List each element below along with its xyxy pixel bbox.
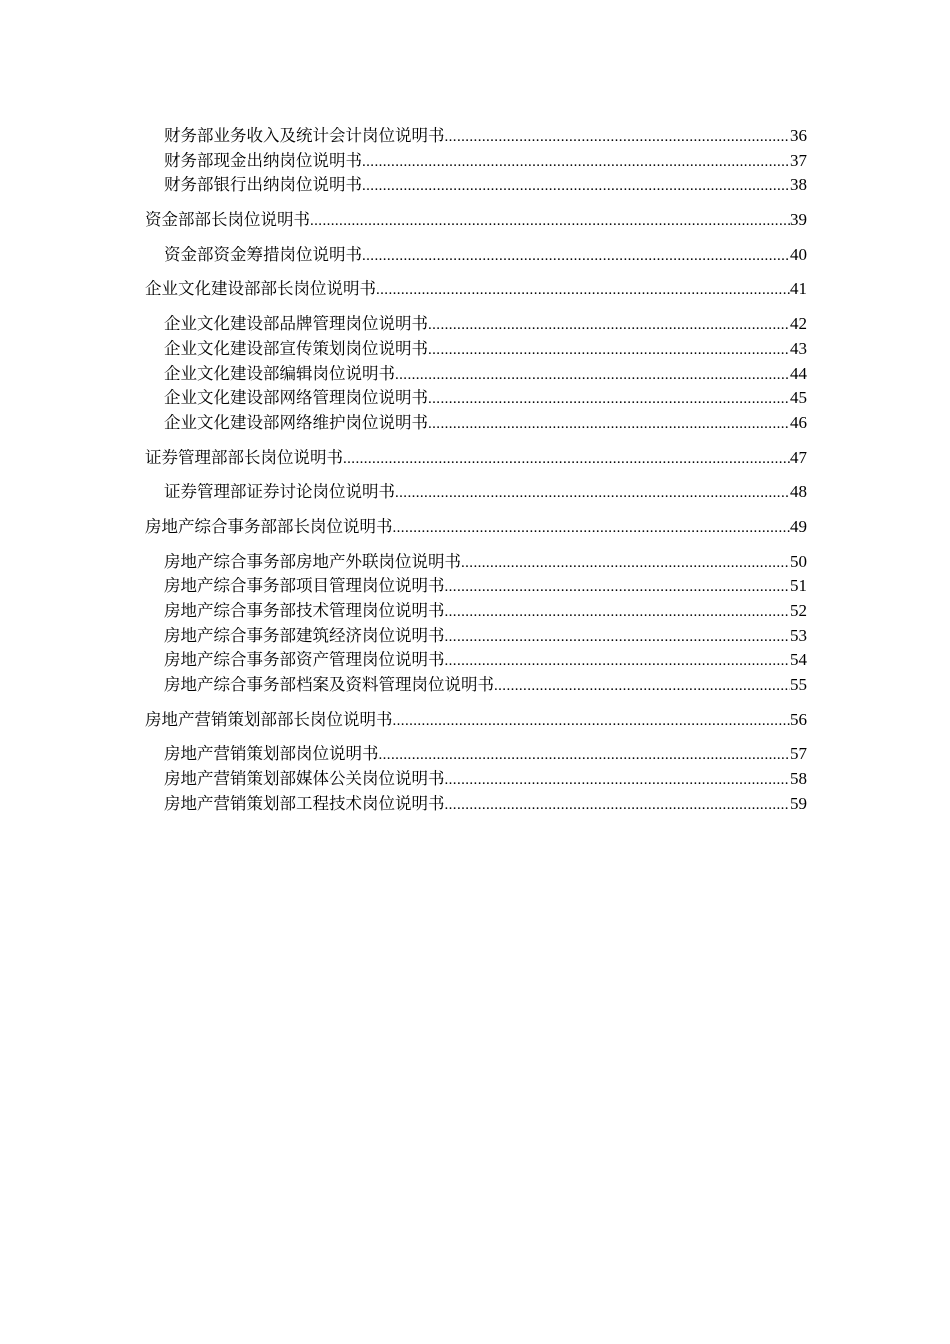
toc-entry[interactable] xyxy=(145,312,807,337)
toc-entry-title: 房地产营销策划部岗位说明书 xyxy=(164,744,379,764)
toc-entry-page-number: 45 xyxy=(790,388,807,408)
toc-entry[interactable] xyxy=(145,673,807,698)
toc-dot-leader xyxy=(445,600,791,625)
toc-entry-page-number: 37 xyxy=(790,150,807,170)
toc-entry-page-number: 47 xyxy=(790,447,807,467)
toc-entry[interactable] xyxy=(145,386,807,411)
toc-dot-leader xyxy=(362,150,790,175)
toc-dot-leader xyxy=(428,313,790,338)
toc-entry[interactable] xyxy=(145,149,807,174)
toc-dot-leader xyxy=(395,363,790,388)
toc-entry-page-number: 50 xyxy=(790,551,807,571)
toc-entry[interactable] xyxy=(145,337,807,362)
toc-entry-title: 企业文化建设部宣传策划岗位说明书 xyxy=(164,338,428,358)
toc-entry[interactable] xyxy=(145,648,807,673)
toc-entry[interactable] xyxy=(145,480,807,505)
toc-entry-title: 房地产综合事务部建筑经济岗位说明书 xyxy=(164,625,445,645)
toc-entry[interactable] xyxy=(145,124,807,149)
toc-entry-title: 房地产综合事务部资产管理岗位说明书 xyxy=(164,650,445,670)
toc-entry-page-number: 57 xyxy=(790,744,807,764)
toc-dot-leader xyxy=(428,387,790,412)
toc-entry-page-number: 42 xyxy=(790,314,807,334)
toc-entry[interactable] xyxy=(145,277,807,302)
toc-dot-leader xyxy=(445,768,791,793)
toc-entry-title: 房地产营销策划部部长岗位说明书 xyxy=(145,709,393,729)
toc-entry[interactable] xyxy=(145,173,807,198)
toc-entry-page-number: 36 xyxy=(790,126,807,145)
toc-dot-leader xyxy=(445,625,791,650)
toc-dot-leader xyxy=(494,674,790,699)
toc-entry[interactable] xyxy=(145,550,807,575)
toc-dot-leader xyxy=(445,793,791,818)
toc-dot-leader xyxy=(362,244,790,269)
toc-entry-title: 房地产综合事务部项目管理岗位说明书 xyxy=(164,576,445,596)
toc-entry-title: 企业文化建设部编辑岗位说明书 xyxy=(164,363,395,383)
toc-entry-title: 房地产综合事务部技术管理岗位说明书 xyxy=(164,601,445,620)
toc-entry-page-number: 49 xyxy=(790,516,807,536)
toc-entry-title: 企业文化建设部网络管理岗位说明书 xyxy=(164,388,428,408)
toc-entry[interactable] xyxy=(145,574,807,599)
toc-entry-title: 资金部部长岗位说明书 xyxy=(145,210,310,230)
toc-entry[interactable] xyxy=(145,243,807,268)
toc-entry-title: 资金部资金筹措岗位说明书 xyxy=(164,244,362,264)
toc-entry-title: 企业文化建设部网络维护岗位说明书 xyxy=(164,412,428,432)
toc-dot-leader xyxy=(393,516,791,541)
toc-entry-title: 房地产综合事务部部长岗位说明书 xyxy=(145,516,393,536)
toc-entry[interactable] xyxy=(145,208,807,233)
toc-entry-title: 房地产营销策划部媒体公关岗位说明书 xyxy=(164,769,445,789)
toc-dot-leader xyxy=(428,338,790,363)
toc-entry-title: 房地产营销策划部工程技术岗位说明书 xyxy=(164,793,445,813)
toc-entry-page-number: 43 xyxy=(790,338,807,358)
toc-entry[interactable] xyxy=(145,708,807,733)
toc-entry[interactable] xyxy=(145,624,807,649)
table-of-contents xyxy=(145,124,807,817)
toc-entry-page-number: 55 xyxy=(790,675,807,695)
toc-dot-leader xyxy=(395,481,790,506)
toc-entry-title: 房地产综合事务部档案及资料管理岗位说明书 xyxy=(164,675,494,695)
toc-entry-page-number: 53 xyxy=(790,625,807,645)
toc-entry-title: 财务部现金出纳岗位说明书 xyxy=(164,150,362,170)
toc-entry[interactable] xyxy=(145,767,807,792)
toc-dot-leader xyxy=(445,125,791,150)
toc-entry-page-number: 58 xyxy=(790,769,807,789)
toc-entry-page-number: 41 xyxy=(790,279,807,299)
toc-entry-page-number: 40 xyxy=(790,244,807,264)
toc-dot-leader xyxy=(428,412,790,437)
toc-dot-leader xyxy=(362,174,790,199)
toc-dot-leader xyxy=(445,575,791,600)
toc-dot-leader xyxy=(461,551,790,576)
toc-entry-page-number: 48 xyxy=(790,482,807,502)
toc-entry-page-number: 52 xyxy=(790,601,807,620)
toc-dot-leader xyxy=(393,709,791,734)
toc-entry-title: 财务部业务收入及统计会计岗位说明书 xyxy=(164,126,445,145)
toc-entry-title: 财务部银行出纳岗位说明书 xyxy=(164,175,362,195)
toc-entry[interactable] xyxy=(145,599,807,624)
toc-entry[interactable] xyxy=(145,792,807,817)
toc-entry-page-number: 39 xyxy=(790,210,807,230)
toc-dot-leader xyxy=(310,209,790,234)
toc-dot-leader xyxy=(343,447,790,472)
toc-entry-page-number: 46 xyxy=(790,412,807,432)
toc-entry-title: 企业文化建设部部长岗位说明书 xyxy=(145,279,376,299)
toc-entry-title: 证券管理部证券讨论岗位说明书 xyxy=(164,482,395,502)
toc-entry[interactable] xyxy=(145,411,807,436)
toc-dot-leader xyxy=(379,743,791,768)
toc-entry-page-number: 44 xyxy=(790,363,807,383)
toc-dot-leader xyxy=(376,278,790,303)
toc-entry-page-number: 38 xyxy=(790,175,807,195)
toc-entry[interactable] xyxy=(145,362,807,387)
toc-entry-title: 证券管理部部长岗位说明书 xyxy=(145,447,343,467)
toc-dot-leader xyxy=(445,649,791,674)
toc-entry-page-number: 54 xyxy=(790,650,807,670)
toc-entry[interactable] xyxy=(145,742,807,767)
toc-entry[interactable] xyxy=(145,515,807,540)
toc-entry[interactable] xyxy=(145,446,807,471)
toc-entry-page-number: 59 xyxy=(790,793,807,813)
toc-entry-page-number: 51 xyxy=(790,576,807,596)
toc-entry-page-number: 56 xyxy=(790,709,807,729)
toc-entry-title: 房地产综合事务部房地产外联岗位说明书 xyxy=(164,551,461,571)
toc-entry-title: 企业文化建设部品牌管理岗位说明书 xyxy=(164,314,428,334)
